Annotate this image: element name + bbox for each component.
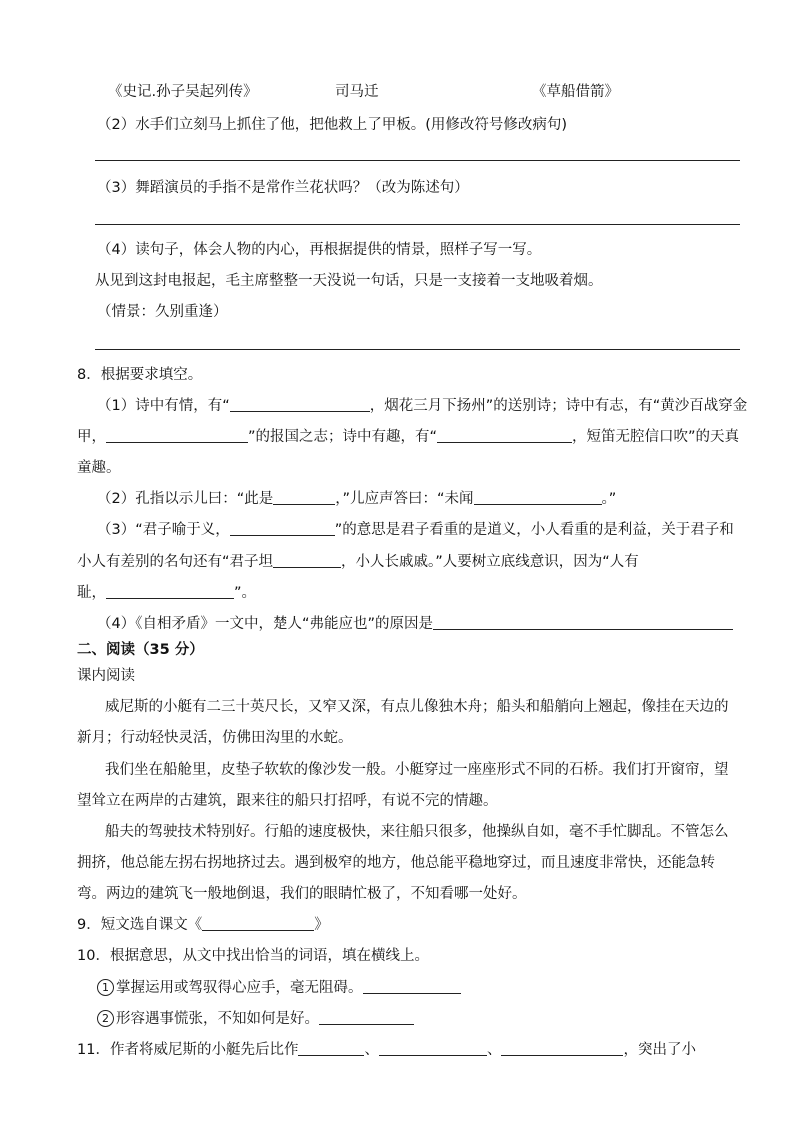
reference-author: 司马迁 [335, 84, 379, 100]
q8-c-line3 [77, 583, 256, 603]
answer-line[interactable] [95, 224, 740, 225]
fill-blank[interactable] [433, 614, 733, 630]
fill-blank[interactable] [106, 427, 248, 443]
q8-b-text: 。” [601, 491, 617, 507]
q8-a-line1 [97, 396, 747, 416]
q9-line [77, 915, 329, 935]
fill-blank[interactable] [298, 1040, 364, 1056]
answer-line[interactable] [95, 349, 740, 350]
q11-text: ，突出了小 [623, 1042, 696, 1058]
q8-c-text: ”的意思是君子看重的是道义，小人看重的是利益，关于君子和 [334, 522, 734, 538]
q11-sep: 、 [364, 1042, 379, 1058]
passage-paragraph1-line1: 威尼斯的小艇有二三十英尺长，又窄又深，有点儿像独木舟；船头和船艄向上翘起，像挂在天边的 [105, 699, 729, 715]
q10-item-text: 掌握运用或驾驭得心应手，毫无阻碍。 [116, 980, 363, 996]
fill-blank[interactable] [379, 1040, 487, 1056]
q8-c-text: 小人有差别的名句还有“君子坦 [77, 554, 274, 570]
circled-number: 1 [97, 979, 114, 996]
q8-b-text: ，”儿应声答曰：“未闻 [335, 491, 474, 507]
passage-paragraph3-line3: 弯。两边的建筑飞一般地倒退，我们的眼睛忙极了，不知看哪一处好。 [77, 886, 527, 902]
fill-blank[interactable] [501, 1040, 623, 1056]
fill-blank[interactable] [230, 396, 370, 412]
q10-item2 [97, 1009, 414, 1029]
fill-blank[interactable] [230, 520, 335, 536]
q8-a-line3: 童趣。 [77, 460, 121, 476]
fill-blank[interactable] [474, 489, 602, 505]
fill-blank[interactable] [273, 552, 341, 568]
q8-d-line [97, 614, 733, 634]
fill-blank[interactable] [202, 915, 314, 931]
fill-blank[interactable] [363, 978, 461, 994]
q9-text: 》 [314, 917, 329, 933]
q8-a-text: 甲， [77, 429, 106, 445]
q10-item1 [97, 978, 461, 998]
q8-c-text: ，小人长戚戚。”人要树立底线意识，因为“人有 [341, 554, 639, 570]
q8-b-text: （2）孔指以示儿曰：“此是 [97, 491, 274, 507]
q7-part4-example: 从见到这封电报起，毛主席整整一天没说一句话，只是一支接着一支地吸着烟。 [95, 273, 603, 289]
q7-part3-prompt: （3）舞蹈演员的手指不是常作兰花状吗？（改为陈述句） [97, 180, 469, 196]
fill-blank[interactable] [437, 427, 572, 443]
q8-a-text: ，烟花三月下扬州”的送别诗；诗中有志，有“黄沙百战穿金 [369, 398, 748, 414]
q11-line [77, 1040, 696, 1060]
q8-d-text: （4）《自相矛盾》一文中，楚人“弗能应也”的原因是 [97, 616, 433, 632]
section-subheading: 课内阅读 [77, 668, 135, 684]
passage-paragraph2-line2: 望耸立在两岸的古建筑，跟来往的船只打招呼，有说不完的情趣。 [77, 793, 498, 809]
q8-c-line2 [77, 552, 639, 572]
q8-a-line2 [77, 427, 739, 447]
q8-c-text: 耻， [77, 585, 106, 601]
q10-title: 10．根据意思，从文中找出恰当的词语，填在横线上。 [77, 948, 429, 964]
fill-blank[interactable] [106, 583, 234, 599]
passage-paragraph1-line2: 新月；行动轻快灵活，仿佛田沟里的水蛇。 [77, 730, 353, 746]
passage-paragraph3-line1: 船夫的驾驶技术特别好。行船的速度极快，来往船只很多，他操纵自如，毫不手忙脚乱。不管怎么 [105, 824, 729, 840]
q8-a-text: （1）诗中有情，有“ [97, 398, 230, 414]
q8-a-text: ”的报国之志；诗中有趣，有“ [248, 429, 438, 445]
q8-b-line [97, 489, 616, 509]
q8-c-text: ”。 [234, 585, 257, 601]
passage-paragraph3-line2: 拥挤，他总能左拐右拐地挤过去。遇到极窄的地方，他总能平稳地穿过，而且速度非常快，还能急转 [77, 855, 715, 871]
answer-line[interactable] [95, 160, 740, 161]
fill-blank[interactable] [273, 489, 335, 505]
reference-book: 《史记.孙子吴起列传》 [108, 84, 258, 100]
q7-part4-prompt: （4）读句子，体会人物的内心，再根据提供的情景，照样子写一写。 [97, 242, 542, 258]
q7-part4-scene: （情景：久别重逢） [97, 304, 228, 320]
q11-text: 11．作者将威尼斯的小艇先后比作 [77, 1042, 299, 1058]
q10-item-text: 形容遇事慌张，不知如何是好。 [116, 1011, 319, 1027]
circled-number: 2 [97, 1010, 114, 1027]
section-heading: 二、阅读（35 分） [77, 642, 204, 658]
q8-title: 8．根据要求填空。 [77, 367, 203, 383]
q8-a-text: ，短笛无腔信口吹”的天真 [572, 429, 740, 445]
passage-paragraph2-line1: 我们坐在船舱里，皮垫子软软的像沙发一般。小艇穿过一座座形式不同的石桥。我们打开窗帘，望 [105, 762, 729, 778]
reference-story: 《草船借箭》 [532, 84, 619, 100]
fill-blank[interactable] [319, 1009, 414, 1025]
q7-part2-prompt: （2）水手们立刻马上抓住了他，把他救上了甲板。(用修改符号修改病句) [97, 117, 568, 133]
q9-text: 9．短文选自课文《 [77, 917, 203, 933]
q11-sep: 、 [486, 1042, 502, 1058]
q8-c-line1 [97, 520, 734, 540]
q8-c-text: （3）“君子喻于义， [97, 522, 230, 538]
